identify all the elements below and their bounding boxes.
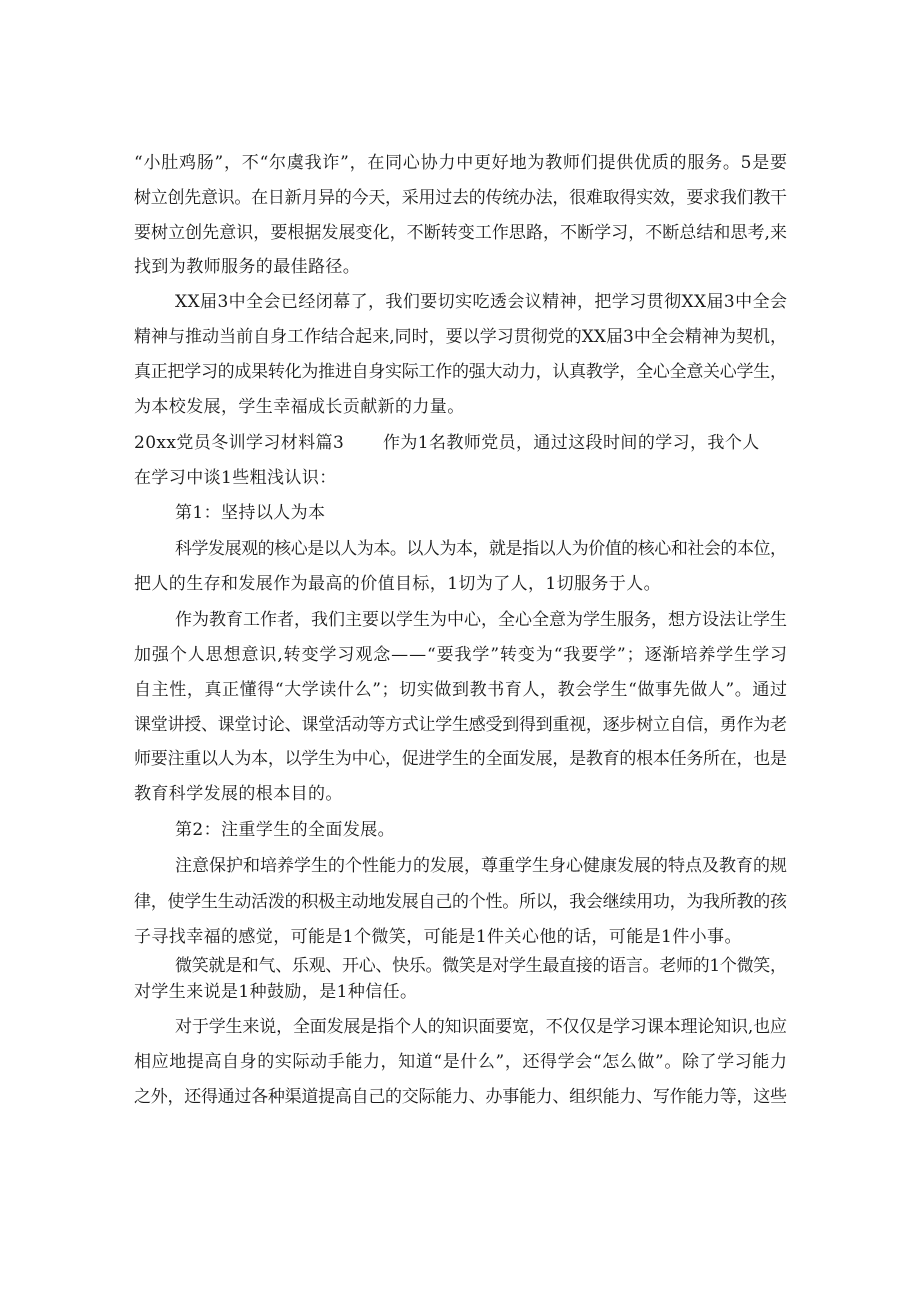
text-line: 树立创先意识。在日新月异的今天，采用过去的传统办法，很难取得实效，要求我们教干: [134, 188, 787, 208]
text-line: “小肚鸡肠”，不“尔虞我诈”，在同心协力中更好地为教师们提供优质的服务。5是要: [134, 153, 788, 173]
text-line: 师要注重以人为本，以学生为中心，促进学生的全面发展，是教育的根本任务所在，也是: [134, 749, 787, 769]
text-line: 要树立创先意识，要根据发展变化，不断转变工作思路，不断学习，不断总结和思考,来: [134, 223, 788, 243]
text-line: 教育科学发展的根本目的。: [134, 784, 343, 804]
text-line: XX届3中全会已经闭幕了，我们要切实吃透会议精神，把学习贯彻XX届3中全会: [175, 292, 788, 312]
text-line: 作为1名教师党员，通过这段时间的学习，我个人: [383, 433, 760, 453]
text-line: 在学习中谈1些粗浅认识：: [134, 468, 337, 488]
text-line: 加强个人思想意识,转变学习观念——“要我学”转变为“我要学”；逐渐培养学生学习: [134, 645, 788, 665]
text-line: 科学发展观的核心是以人为本。以人为本，就是指以人为价值的核心和社会的本位，: [175, 539, 787, 559]
text-line: 自主性，真正懂得“大学读什么”；切实做到教书育人，教会学生“做事先做人”。通过: [134, 680, 788, 700]
text-line: 子寻找幸福的感觉，可能是1个微笑，可能是1件关心他的话，可能是1件小事。: [134, 927, 742, 947]
text-line: 律，使学生生动活泼的积极主动地发展自己的个性。所以，我会继续用功，为我所教的孩: [134, 892, 787, 912]
text-line: 相应地提高自身的实际动手能力，知道“是什么”，还得学会“怎么做”。除了学习能力: [134, 1052, 788, 1072]
text-line: 课堂讲授、课堂讨论、课堂活动等方式让学生感受到得到重视，逐步树立自信，勇作为老: [134, 715, 787, 735]
text-line: 把人的生存和发展作为最高的价值目标，1切为了人，1切服务于人。: [134, 574, 662, 594]
text-line: 找到为教师服务的最佳路径。: [134, 257, 361, 277]
text-line: 作为教育工作者，我们主要以学生为中心，全心全意为学生服务，想方设法让学生: [175, 610, 787, 630]
point-heading: 第2：注重学生的全面发展。: [175, 820, 396, 840]
text-line: 对于学生来说，全面发展是指个人的知识面要宽，不仅仅是学习课本理论知识,也应: [175, 1017, 787, 1037]
text-line: 精神与推动当前自身工作结合起来,同时，要以学习贯彻党的XX届3中全会精神为契机，: [134, 327, 787, 347]
point-heading: 第1：坚持以人为本: [175, 503, 326, 523]
text-line: 微笑就是和气、乐观、开心、快乐。微笑是对学生最直接的语言。老师的1个微笑，: [175, 956, 787, 976]
text-line: 真正把学习的成果转化为推进自身实际工作的强大动力，认真教学，全心全意关心学生，: [134, 362, 787, 382]
text-line: 之外，还得通过各种渠道提高自己的交际能力、办事能力、组织能力、写作能力等，这些: [134, 1087, 787, 1107]
text-line: 对学生来说是1种鼓励，是1种信任。: [134, 982, 418, 1002]
text-line: 为本校发展，学生幸福成长贡献新的力量。: [134, 397, 465, 417]
section-title: 20xx党员冬训学习材料篇3: [134, 433, 345, 453]
text-line: 注意保护和培养学生的个性能力的发展，尊重学生身心健康发展的特点及教育的规: [175, 856, 787, 876]
